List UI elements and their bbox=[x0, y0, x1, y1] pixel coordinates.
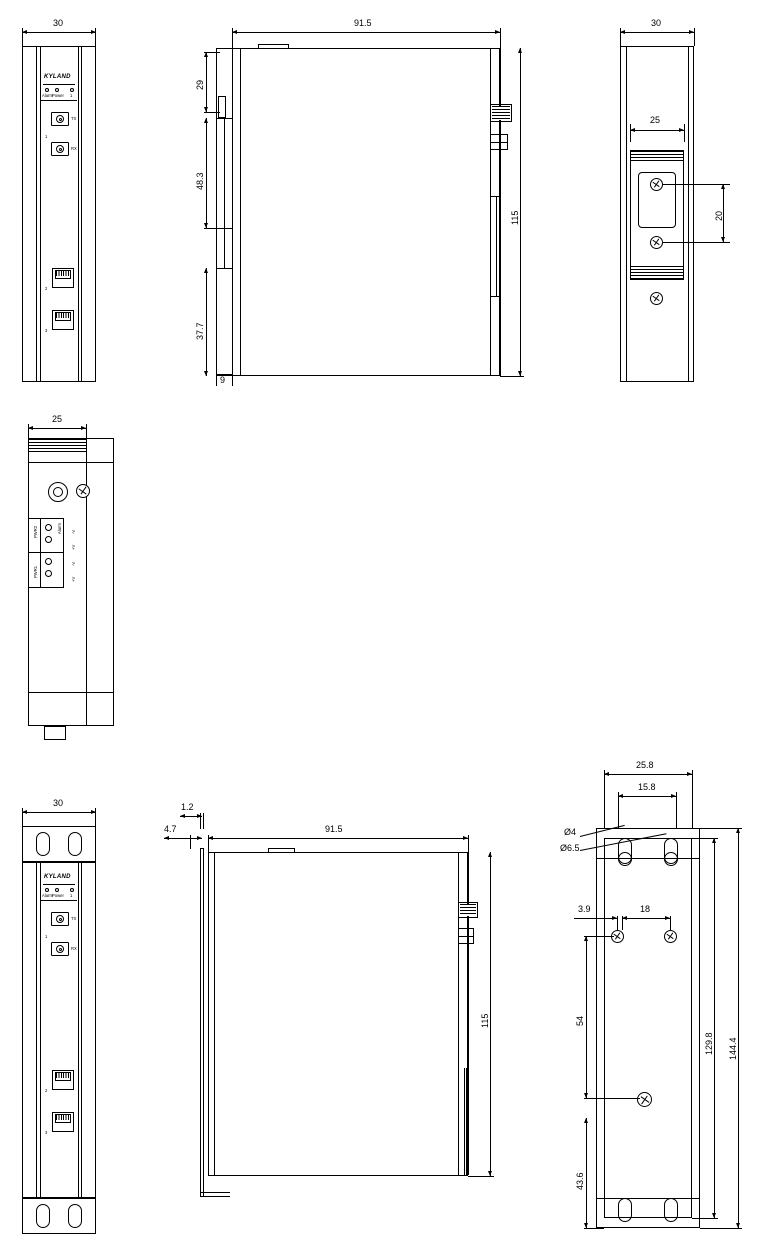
ext-18-r bbox=[670, 916, 671, 930]
leader-20-bot bbox=[663, 242, 730, 243]
bracket-screw-right bbox=[664, 930, 677, 943]
rear-rib bbox=[464, 1068, 465, 1176]
fiber-index-label: 1 bbox=[45, 934, 48, 939]
din-plate-ribs-bottom bbox=[631, 266, 683, 279]
ext-144-top bbox=[700, 828, 742, 829]
keyhole-slot-bottom-left bbox=[618, 1198, 632, 1222]
bracket-plate-inner bbox=[604, 838, 692, 1218]
dim-line-37_7 bbox=[206, 268, 207, 376]
dim-25: 25 bbox=[650, 115, 661, 125]
arrow-l-1_2 bbox=[180, 814, 185, 818]
ext-91-r bbox=[468, 835, 469, 1175]
dim-line-115 bbox=[520, 48, 521, 376]
brand-underline bbox=[43, 884, 75, 885]
panel-edge-right bbox=[78, 862, 79, 1198]
dim-line-129_8 bbox=[714, 838, 715, 1218]
keyhole-large-right bbox=[664, 852, 678, 866]
top-notch-l bbox=[268, 848, 269, 853]
screw-ground bbox=[650, 292, 663, 305]
fiber-index-label: 1 bbox=[45, 134, 48, 139]
back-inner-r bbox=[688, 46, 689, 382]
panel-edge-left bbox=[40, 862, 41, 1198]
led-divider bbox=[41, 900, 77, 901]
terminal-label-v3: -V bbox=[71, 561, 76, 566]
led-alarm bbox=[45, 888, 49, 892]
ext-15_8-r bbox=[676, 792, 677, 828]
din-clip-hook bbox=[218, 96, 226, 118]
arrow-up-115 bbox=[488, 852, 492, 857]
screw-lower bbox=[650, 236, 663, 249]
ext-1_2-r bbox=[203, 813, 204, 829]
side-body-outline bbox=[232, 48, 500, 376]
ext-line-right bbox=[500, 28, 501, 376]
arrow-up-43_6 bbox=[584, 1118, 588, 1123]
dim-18: 18 bbox=[640, 904, 651, 914]
dim-129_8: 129.8 bbox=[704, 1032, 714, 1055]
dim-9: 9 bbox=[220, 375, 226, 385]
dim-37_7: 37.7 bbox=[195, 322, 205, 340]
bracket-top-hole-r bbox=[68, 832, 82, 856]
terminal-screw-1 bbox=[45, 524, 52, 531]
terminal-sep-1 bbox=[40, 518, 41, 588]
ext-r bbox=[95, 808, 96, 826]
arrow-l-4_7 bbox=[164, 836, 169, 840]
dim-line-length bbox=[232, 32, 500, 33]
dim-hole-small: Ø4 bbox=[564, 827, 577, 837]
dim-48_3: 48.3 bbox=[195, 172, 205, 190]
rear-rib-2 bbox=[466, 1068, 467, 1176]
side-view-top-center bbox=[190, 0, 550, 400]
keyhole-slot-bottom-right bbox=[664, 1198, 678, 1222]
ext-54-top bbox=[584, 936, 614, 937]
ext-25_8-l bbox=[604, 770, 605, 828]
side-body-outline bbox=[208, 852, 468, 1176]
dim-width-30: 30 bbox=[651, 18, 662, 28]
dim-line-43_6 bbox=[586, 1118, 587, 1228]
bracket-profile-bottom2 bbox=[200, 1192, 230, 1193]
dim-line-width-30 bbox=[620, 32, 694, 33]
rear-connector-upper-fins bbox=[460, 904, 476, 916]
bracket-bottom-hole-l bbox=[36, 1204, 50, 1228]
led-alarm bbox=[45, 88, 49, 92]
terminal-label-v1: -V bbox=[71, 529, 76, 534]
brand-logo: KYLAND bbox=[44, 874, 71, 880]
label-eth3: 3 bbox=[45, 1130, 48, 1135]
brand-underline bbox=[43, 84, 75, 85]
led-port1 bbox=[70, 88, 74, 92]
ext-l bbox=[620, 28, 621, 46]
bracket-profile-top bbox=[200, 848, 203, 849]
dim-line-width-30 bbox=[22, 32, 96, 33]
bracket-bottom-hole-r bbox=[68, 1204, 82, 1228]
top-notch-l bbox=[258, 44, 259, 49]
front-view-top-left bbox=[0, 0, 170, 400]
din-plate-ribs-top bbox=[631, 151, 683, 163]
ext-4_7 bbox=[190, 835, 191, 849]
led-label-1: 1 bbox=[70, 893, 73, 898]
label-rx: RX bbox=[71, 146, 77, 151]
label-tx: TX bbox=[71, 916, 77, 921]
dim-15_8: 15.8 bbox=[638, 782, 656, 792]
din-rail-clip-back bbox=[216, 48, 217, 376]
dim-line-48_3 bbox=[206, 118, 207, 228]
panel-edge-left bbox=[40, 46, 41, 382]
ext-line-right bbox=[95, 28, 96, 46]
din-clip-step3 bbox=[216, 268, 232, 269]
side-inner-edge bbox=[240, 48, 241, 376]
ext-r bbox=[694, 28, 695, 46]
dim-line-15_8 bbox=[618, 796, 676, 797]
dim-line-144_4 bbox=[738, 828, 739, 1228]
screw-upper bbox=[650, 178, 663, 191]
arrow-up-37 bbox=[204, 268, 208, 273]
led-label-alarm: Alarm bbox=[42, 893, 53, 898]
rear-feature-a bbox=[490, 196, 500, 197]
bracket-step-top bbox=[596, 858, 700, 859]
dim-1_2: 1.2 bbox=[181, 802, 194, 812]
top-step-line bbox=[28, 462, 114, 463]
keyhole-large-left bbox=[618, 852, 632, 866]
ext-29-bot bbox=[204, 112, 220, 113]
top-inner-edge bbox=[86, 438, 87, 726]
arrow-up-20 bbox=[721, 184, 725, 189]
top-view-middle bbox=[0, 400, 190, 760]
bracket-bottom bbox=[22, 1198, 96, 1234]
arrow-up-115 bbox=[518, 48, 522, 53]
top-vent-ribs bbox=[29, 439, 86, 453]
front-view-with-bracket-bottom-left bbox=[0, 780, 170, 1250]
bracket-step-bottom bbox=[596, 1198, 700, 1199]
dim-43_6: 43.6 bbox=[575, 1172, 585, 1190]
side-rear-edge bbox=[490, 48, 491, 376]
dim-144_4: 144.4 bbox=[728, 1037, 738, 1060]
ext-43_6-bot bbox=[584, 1228, 604, 1229]
back-view-top-right bbox=[590, 0, 776, 400]
terminal-sep-2 bbox=[28, 552, 64, 553]
panel-edge-right bbox=[78, 46, 79, 382]
dim-line-54 bbox=[586, 936, 587, 1098]
dim-25: 25 bbox=[52, 414, 63, 424]
label-tx: TX bbox=[71, 116, 77, 121]
dim-115: 115 bbox=[510, 210, 520, 225]
ext-115-bot bbox=[500, 376, 524, 377]
label-eth2: 2 bbox=[45, 1088, 48, 1093]
dim-line-width-30 bbox=[22, 812, 96, 813]
ext-129-bot bbox=[692, 1218, 718, 1219]
bracket-profile-bottom bbox=[200, 1196, 230, 1197]
led-label-1: 1 bbox=[70, 93, 73, 98]
grounding-ring-inner bbox=[53, 487, 63, 497]
led-power bbox=[55, 888, 59, 892]
ground-screw bbox=[76, 484, 90, 498]
dim-29: 29 bbox=[195, 79, 205, 90]
dim-line-25_8 bbox=[604, 774, 692, 775]
ext-115-bot bbox=[468, 1176, 494, 1177]
ext-9-l bbox=[216, 372, 217, 386]
terminal-screw-2 bbox=[45, 536, 52, 543]
rj45-port-3-pins bbox=[56, 1115, 70, 1120]
ext-129-top bbox=[692, 838, 718, 839]
label-eth2: 2 bbox=[45, 286, 48, 291]
side-rear-edge bbox=[458, 852, 459, 1176]
ext-line-left bbox=[232, 28, 233, 48]
din-clip-edge bbox=[224, 118, 225, 228]
label-eth3: 3 bbox=[45, 328, 48, 333]
ext-25-l bbox=[630, 124, 631, 142]
dim-line-29 bbox=[206, 52, 207, 112]
label-rx: RX bbox=[71, 946, 77, 951]
dim-line-25 bbox=[28, 428, 86, 429]
terminal-screw-4 bbox=[45, 570, 52, 577]
led-label-power: Power bbox=[52, 893, 64, 898]
bottom-tab bbox=[44, 726, 66, 740]
brand-logo: KYLAND bbox=[44, 74, 71, 80]
ext-54-bot bbox=[584, 1098, 640, 1099]
bottom-step-line bbox=[28, 692, 114, 693]
fiber-tx-core bbox=[59, 918, 62, 921]
rear-feature-b bbox=[490, 296, 500, 297]
ext-line-left bbox=[22, 28, 23, 46]
arrow-down-37 bbox=[204, 371, 208, 376]
ext-15_8-l bbox=[618, 792, 619, 828]
led-label-power: Power bbox=[52, 93, 64, 98]
ext-48-bot bbox=[204, 228, 220, 229]
dim-54: 54 bbox=[575, 1015, 585, 1026]
rear-connector-lower-line bbox=[458, 936, 474, 937]
dim-20: 20 bbox=[714, 210, 724, 221]
rj45-port-3-pins bbox=[56, 313, 70, 318]
dim-115: 115 bbox=[480, 1013, 490, 1028]
rj45-port-2-pins bbox=[56, 271, 70, 276]
side-view-with-bracket-bottom-center bbox=[150, 780, 550, 1250]
terminal-label-v2: +V bbox=[71, 544, 76, 550]
fiber-rx-core bbox=[59, 948, 62, 951]
rj45-port-2-pins bbox=[56, 1073, 70, 1078]
terminal-label-pwr2: PWR2 bbox=[33, 525, 38, 538]
bracket-profile-inner bbox=[203, 848, 204, 1196]
dim-length-91_5: 91.5 bbox=[354, 18, 372, 28]
dim-3_9: 3.9 bbox=[578, 904, 591, 914]
arrow-down-20 bbox=[721, 237, 725, 242]
rear-feature-c bbox=[496, 196, 497, 296]
led-port1 bbox=[70, 888, 74, 892]
terminal-label-v4: +V bbox=[71, 576, 76, 582]
led-divider bbox=[41, 100, 77, 101]
ext-l bbox=[22, 808, 23, 826]
rear-connector-lower-line bbox=[490, 142, 508, 143]
ext-18-l bbox=[622, 916, 623, 930]
top-notch bbox=[268, 848, 294, 849]
top-notch bbox=[258, 44, 288, 45]
bracket-profile-outer bbox=[200, 848, 201, 1196]
ext-25-r bbox=[684, 124, 685, 142]
ext-1_2-l bbox=[200, 813, 201, 829]
terminal-screw-3 bbox=[45, 558, 52, 565]
side-inner-edge bbox=[214, 852, 215, 1176]
arrow-r-4_7 bbox=[197, 836, 202, 840]
wall-mount-bracket-bottom-right bbox=[560, 740, 776, 1250]
dim-line-25 bbox=[630, 130, 684, 131]
ext-29-top bbox=[204, 52, 220, 53]
rear-connector-upper-fins bbox=[492, 106, 510, 120]
bracket-screw-center bbox=[637, 1092, 652, 1107]
dim-line-length bbox=[208, 838, 468, 839]
dim-hole-large: Ø6.5 bbox=[560, 843, 580, 853]
dim-line-115 bbox=[490, 852, 491, 1176]
top-notch-r bbox=[288, 44, 289, 49]
ext-144-bot bbox=[700, 1228, 742, 1229]
arrow-up-48 bbox=[204, 118, 208, 123]
dim-91_5: 91.5 bbox=[325, 824, 343, 834]
led-power bbox=[55, 88, 59, 92]
dim-25_8: 25.8 bbox=[636, 760, 654, 770]
ext-3_9 bbox=[617, 916, 618, 930]
ext-9-r bbox=[232, 372, 233, 386]
top-notch-r bbox=[294, 848, 295, 853]
led-label-alarm: Alarm bbox=[42, 93, 53, 98]
terminal-label-pwr1: PWR1 bbox=[33, 565, 38, 578]
bracket-top-hole-l bbox=[36, 832, 50, 856]
ext-25_8-r bbox=[692, 770, 693, 828]
dim-width-30: 30 bbox=[53, 18, 64, 28]
back-inner-l bbox=[626, 46, 627, 382]
dim-line-18 bbox=[622, 918, 670, 919]
din-clip-top bbox=[216, 48, 232, 49]
din-clip-edge2 bbox=[224, 228, 225, 268]
terminal-label-alarm: Alarm bbox=[57, 523, 62, 534]
dim-width-30: 30 bbox=[53, 798, 64, 808]
dim-4_7: 4.7 bbox=[164, 824, 177, 834]
fiber-tx-core bbox=[59, 118, 62, 121]
bracket-top bbox=[22, 826, 96, 862]
fiber-rx-core bbox=[59, 148, 62, 151]
